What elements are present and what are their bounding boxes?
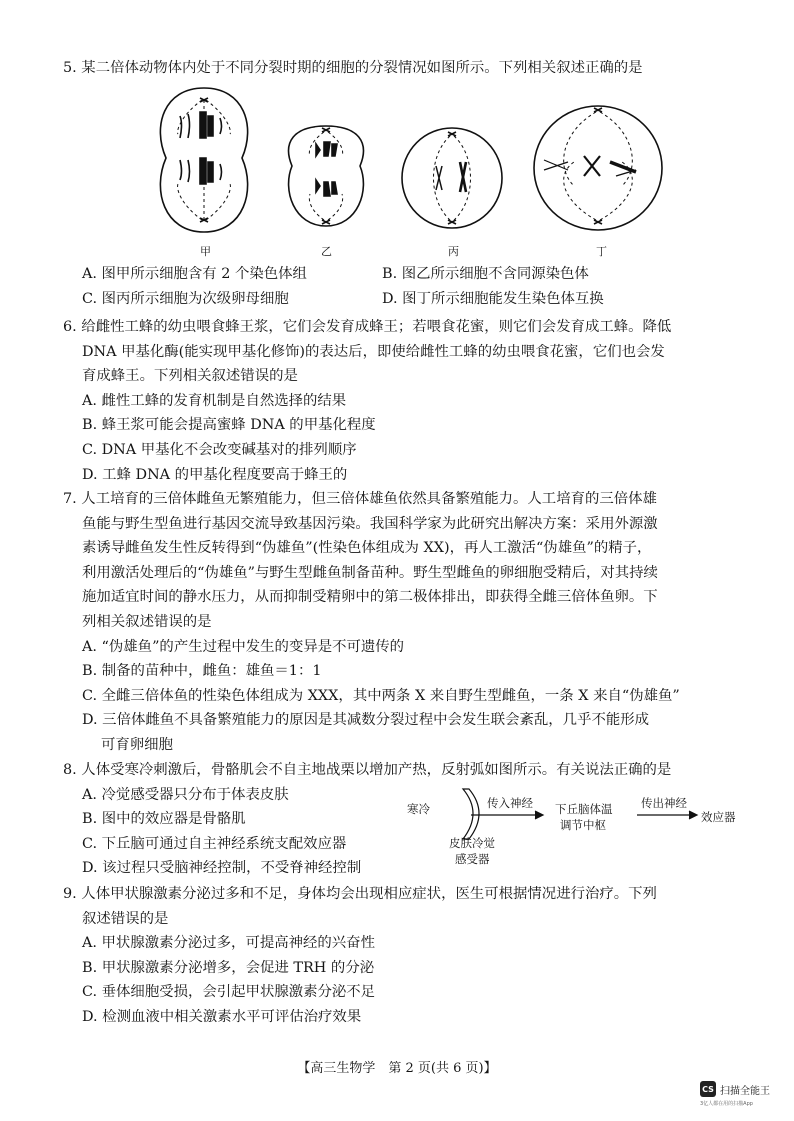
label-ding: 丁 (596, 245, 607, 258)
center-label: 下丘脑体温 (555, 802, 613, 816)
option-b: B. 甲状腺激素分泌增多，会促进 TRH 的分泌 (82, 959, 375, 976)
receptor-shape (463, 789, 479, 839)
afferent-label: 传入神经 (487, 796, 533, 810)
scanner-watermark (700, 1081, 770, 1097)
scanner-tagline: 3亿人都在用的扫描App (700, 1101, 753, 1107)
question-6-line: DNA 甲基化酶(能实现甲基化修饰)的表达后，即使给雌性工蜂的幼虫喂食花蜜，它们也会发 (82, 343, 665, 360)
scanner-name: 扫描全能王 (720, 1085, 770, 1097)
option-a: A. 冷觉感受器只分布于体表皮肤 (82, 786, 289, 803)
page-footer (0, 1057, 794, 1076)
question-7-line: 素诱导雌鱼发生性反转得到“伪雄鱼”(性染色体组成为 XX)，再人工激活“伪雄鱼”的精子， (82, 540, 652, 557)
question-6-line: 6. 给雌性工蜂的幼虫喂食蜂王浆，它们会发育成蜂王；若喂食花蜜，则它们会发育成工蜂。降低 (63, 319, 672, 335)
question-5 (63, 56, 742, 81)
question-7-line: 鱼能与野生型鱼进行基因交流导致基因污染。我国科学家为此研究出解决方案：采用外源激 (82, 515, 658, 532)
option-b: B. 图中的效应器是骨骼肌 (82, 811, 246, 828)
option-a: A. 图甲所示细胞含有 2 个染色体组 (82, 266, 307, 282)
option-a: A. 雌性工蜂的发育机制是自然选择的结果 (82, 392, 347, 409)
option-c: C. 下丘脑可通过自主神经系统支配效应器 (82, 835, 347, 852)
cell-bing (402, 128, 502, 228)
receptor-label: 感受器 (455, 852, 490, 866)
page-number: 【高三生物学 第 2 页(共 6 页)】 (297, 1061, 497, 1076)
effector-label: 效应器 (701, 810, 736, 824)
option-b: B. 制备的苗种中，雌鱼：雄鱼＝1：1 (82, 663, 322, 680)
efferent-label: 传出神经 (641, 796, 687, 810)
stimulus-label: 寒冷 (407, 802, 430, 816)
cell-jia (160, 88, 247, 232)
question-6-line: 育成蜂王。下列相关叙述错误的是 (82, 368, 298, 385)
option-d-continued: 可育卵细胞 (101, 736, 173, 753)
option-c: C. 垂体细胞受损，会引起甲状腺激素分泌不足 (82, 984, 376, 1001)
question-7-line: 列相关叙述错误的是 (82, 613, 212, 630)
question-7-line: 7. 人工培育的三倍体雌鱼无繁殖能力，但三倍体雄鱼依然具备繁殖能力。人工培育的三倍体雄 (63, 491, 657, 507)
option-b: B. 蜂王浆可能会提高蜜蜂 DNA 的甲基化程度 (82, 417, 376, 434)
option-d: D. 图丁所示细胞能发生染色体互换 (382, 290, 604, 307)
option-d: D. 该过程只受脑神经控制，不受脊神经控制 (82, 860, 362, 877)
cell-division-figure (144, 86, 684, 236)
option-b: B. 图乙所示细胞不含同源染色体 (382, 266, 589, 282)
option-d: D. 检测血液中相关激素水平可评估治疗效果 (82, 1008, 362, 1025)
center-label: 调节中枢 (560, 818, 606, 832)
label-yi: 乙 (321, 245, 332, 258)
question-5-options (63, 262, 742, 311)
cs-logo-icon: CS (700, 1081, 716, 1097)
question-5-stem: 5. 某二倍体动物体内处于不同分裂时期的细胞的分裂情况如图所示。下列相关叙述正确的是 (63, 60, 643, 76)
option-a: A. “伪雄鱼”的产生过程中发生的变异是不可遗传的 (82, 638, 405, 655)
option-c: C. DNA 甲基化不会改变碱基对的排列顺序 (82, 441, 357, 458)
question-9-line: 9. 人体甲状腺激素分泌过多和不足，身体均会出现相应症状，医生可根据情况进行治疗。下列 (63, 886, 657, 902)
option-a: A. 甲状腺激素分泌过多，可提高神经的兴奋性 (82, 935, 375, 952)
question-7-line: 施加适宜时间的静水压力，从而抑制受精卵中的第二极体排出，即获得全雌三倍体鱼卵。下 (82, 589, 658, 606)
question-7 (63, 487, 742, 758)
reflex-arc-diagram (405, 783, 745, 873)
question-8-stem: 8. 人体受寒冷刺激后，骨骼肌会不自主地战栗以增加产热，反射弧如图所示。有关说法正确的是 (63, 762, 672, 778)
option-c: C. 全雌三倍体鱼的性染色体组成为 XXX，其中两条 X 来自野生型雌鱼，一条 X 来自“伪雄鱼” (82, 687, 680, 704)
cell-yi (289, 126, 364, 226)
question-9-line: 叙述错误的是 (82, 910, 169, 927)
label-bing: 丙 (448, 245, 459, 258)
option-c: C. 图丙所示细胞为次级卵母细胞 (82, 290, 289, 307)
option-d: D. 工蜂 DNA 的甲基化程度要高于蜂王的 (82, 466, 348, 483)
question-9 (63, 882, 742, 1030)
label-jia: 甲 (200, 245, 211, 258)
question-7-line: 利用激活处理后的“伪雄鱼”与野生型雌鱼制备苗种。野生型雌鱼的卵细胞受精后，对其持续 (82, 564, 658, 581)
cell-ding (534, 106, 662, 230)
question-6 (63, 315, 742, 487)
receptor-label: 皮肤冷觉 (449, 836, 495, 850)
option-d: D. 三倍体雌鱼不具备繁殖能力的原因是其减数分裂过程中会发生联会紊乱，几乎不能形成 (82, 712, 650, 729)
